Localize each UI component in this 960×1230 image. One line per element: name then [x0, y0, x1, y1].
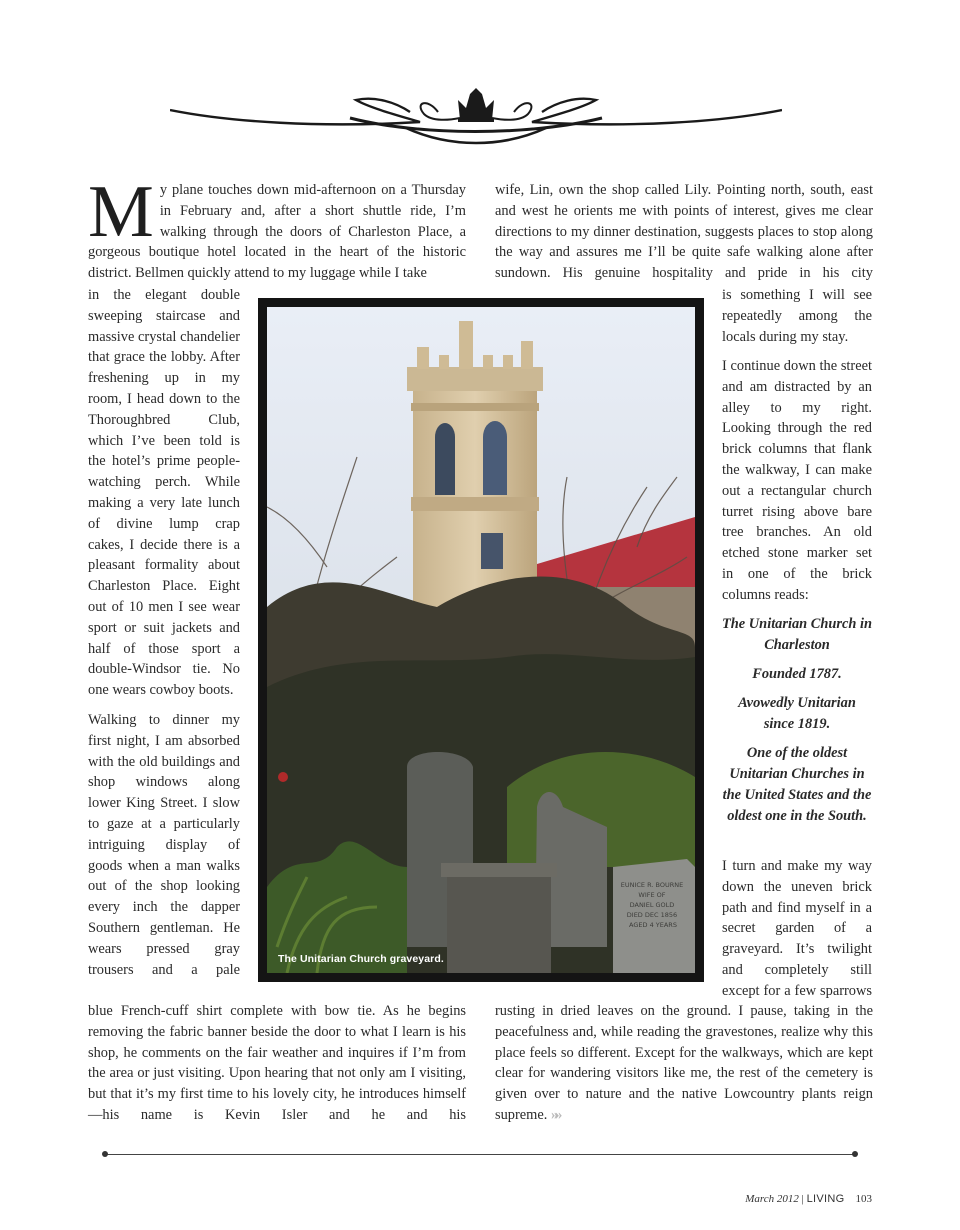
- crown-flourish-ornament: [170, 88, 782, 152]
- footer-section: LIVING: [806, 1193, 845, 1205]
- right-column-paragraph-1: is something I will see repeatedly among the locals during my stay.: [722, 287, 872, 345]
- end-mark-icon-second: »: [555, 1106, 560, 1123]
- marker-quote-1: The Unitarian Church in Charleston: [722, 616, 872, 653]
- bottom-right-text: rusting in dried leaves on the ground. I pause, taking in the peacefulness and, while reading the gravestones, realize why this place feels so different. Except for the walkways, which are kept clear for wandering visitors like me, the rest of the cemetery is given over to nature and the native Lowcountry plants reign supreme.: [495, 1003, 873, 1123]
- right-column-paragraph-3: I turn and make my way down the uneven brick path and find myself in a secret garden of a graveyard. It’s twilight and completely still except for a few sparrows: [722, 858, 872, 999]
- footer-rule: [105, 1154, 857, 1155]
- photo-caption: The Unitarian Church graveyard.: [278, 953, 444, 965]
- page-number: 103: [855, 1193, 872, 1205]
- marker-quote-2: Founded 1787.: [752, 666, 842, 682]
- footer-rule-dot-right: [852, 1151, 858, 1157]
- intro-paragraph: [88, 171, 466, 284]
- church-graveyard-illustration: [267, 307, 695, 973]
- page-footer: [745, 1193, 872, 1205]
- left-column-paragraph-1: in the elegant double sweeping staircase and massive crystal chandelier that grace the lobby. After freshening up in my room, I head down to the Thoroughbred Club, which I’ve been told is the hotel’s prime people-watching perch. While making a very late lunch of divine lump crap cakes, I decide there is a pleasant formality about Charleston Place. Eight out of 10 men I see wear sport or suit jackets and half of those sport a double-Windsor tie. No one wears cowboy boots.: [88, 287, 240, 699]
- footer-separator: |: [801, 1193, 804, 1205]
- drop-cap: M: [88, 171, 154, 253]
- bottom-left-paragraph: blue French-cuff shirt complete with bow tie. As he begins removing the fabric banner beside the door to what I learn is his shop, he comments on the fair weather and inquires if I’m from the area or just visiting. Upon hearing that not only am I visiting, but that it’s my first time to his lovely city, he introduces himself—his name is Kevin Isler and he and his: [88, 1003, 466, 1123]
- marker-quote-4: One of the oldest Unitarian Churches in the United States and the oldest one in the South.: [722, 745, 872, 824]
- top-right-paragraph: wife, Lin, own the shop called Lily. Pointing north, south, east and west he orients me with points of interest, gives me clear directions to my dinner destination, suggests places to stop along the way and assures me I’ll be quite safe walking alone after sundown. His genuine hospitality and pride in his city: [495, 182, 873, 282]
- end-mark-icon: »: [550, 1106, 556, 1123]
- gravestone-inscription: EUNICE R. BOURNE WIFE OF DANIEL GOLD DIED DEC 1856 AGED 4 YEARS: [620, 881, 684, 929]
- intro-text: y plane touches down mid-afternoon on a Thursday in February and, after a short shuttle ride, I’m walking through the doors of Charleston Place, a gorgeous boutique hotel located in the heart of the historic district. Bellmen quickly attend to my luggage while I take: [88, 182, 466, 282]
- footer-rule-dot-left: [102, 1151, 108, 1157]
- left-column-paragraph-2: Walking to dinner my first night, I am absorbed with the old buildings and shop windows along lower King Street. I slow to gaze at a particularly intriguing display of goods when a man walks out of the shop looking every inch the dapper Southern gentleman. He wears pressed gray trousers and a pale: [88, 712, 240, 978]
- right-column-paragraph-2: I continue down the street and am distracted by an alley to my right. Looking through the red brick columns that flank the walkway, I can make out a rectangular church turret rising above bare tree branches. An old etched stone marker set in one of the brick columns reads:: [722, 358, 872, 603]
- bottom-right-paragraph: [495, 1001, 873, 1126]
- church-graveyard-photo: [258, 298, 704, 982]
- footer-month: March 2012: [745, 1193, 799, 1205]
- marker-quote-3: Avowedly Unitarian since 1819.: [738, 695, 856, 732]
